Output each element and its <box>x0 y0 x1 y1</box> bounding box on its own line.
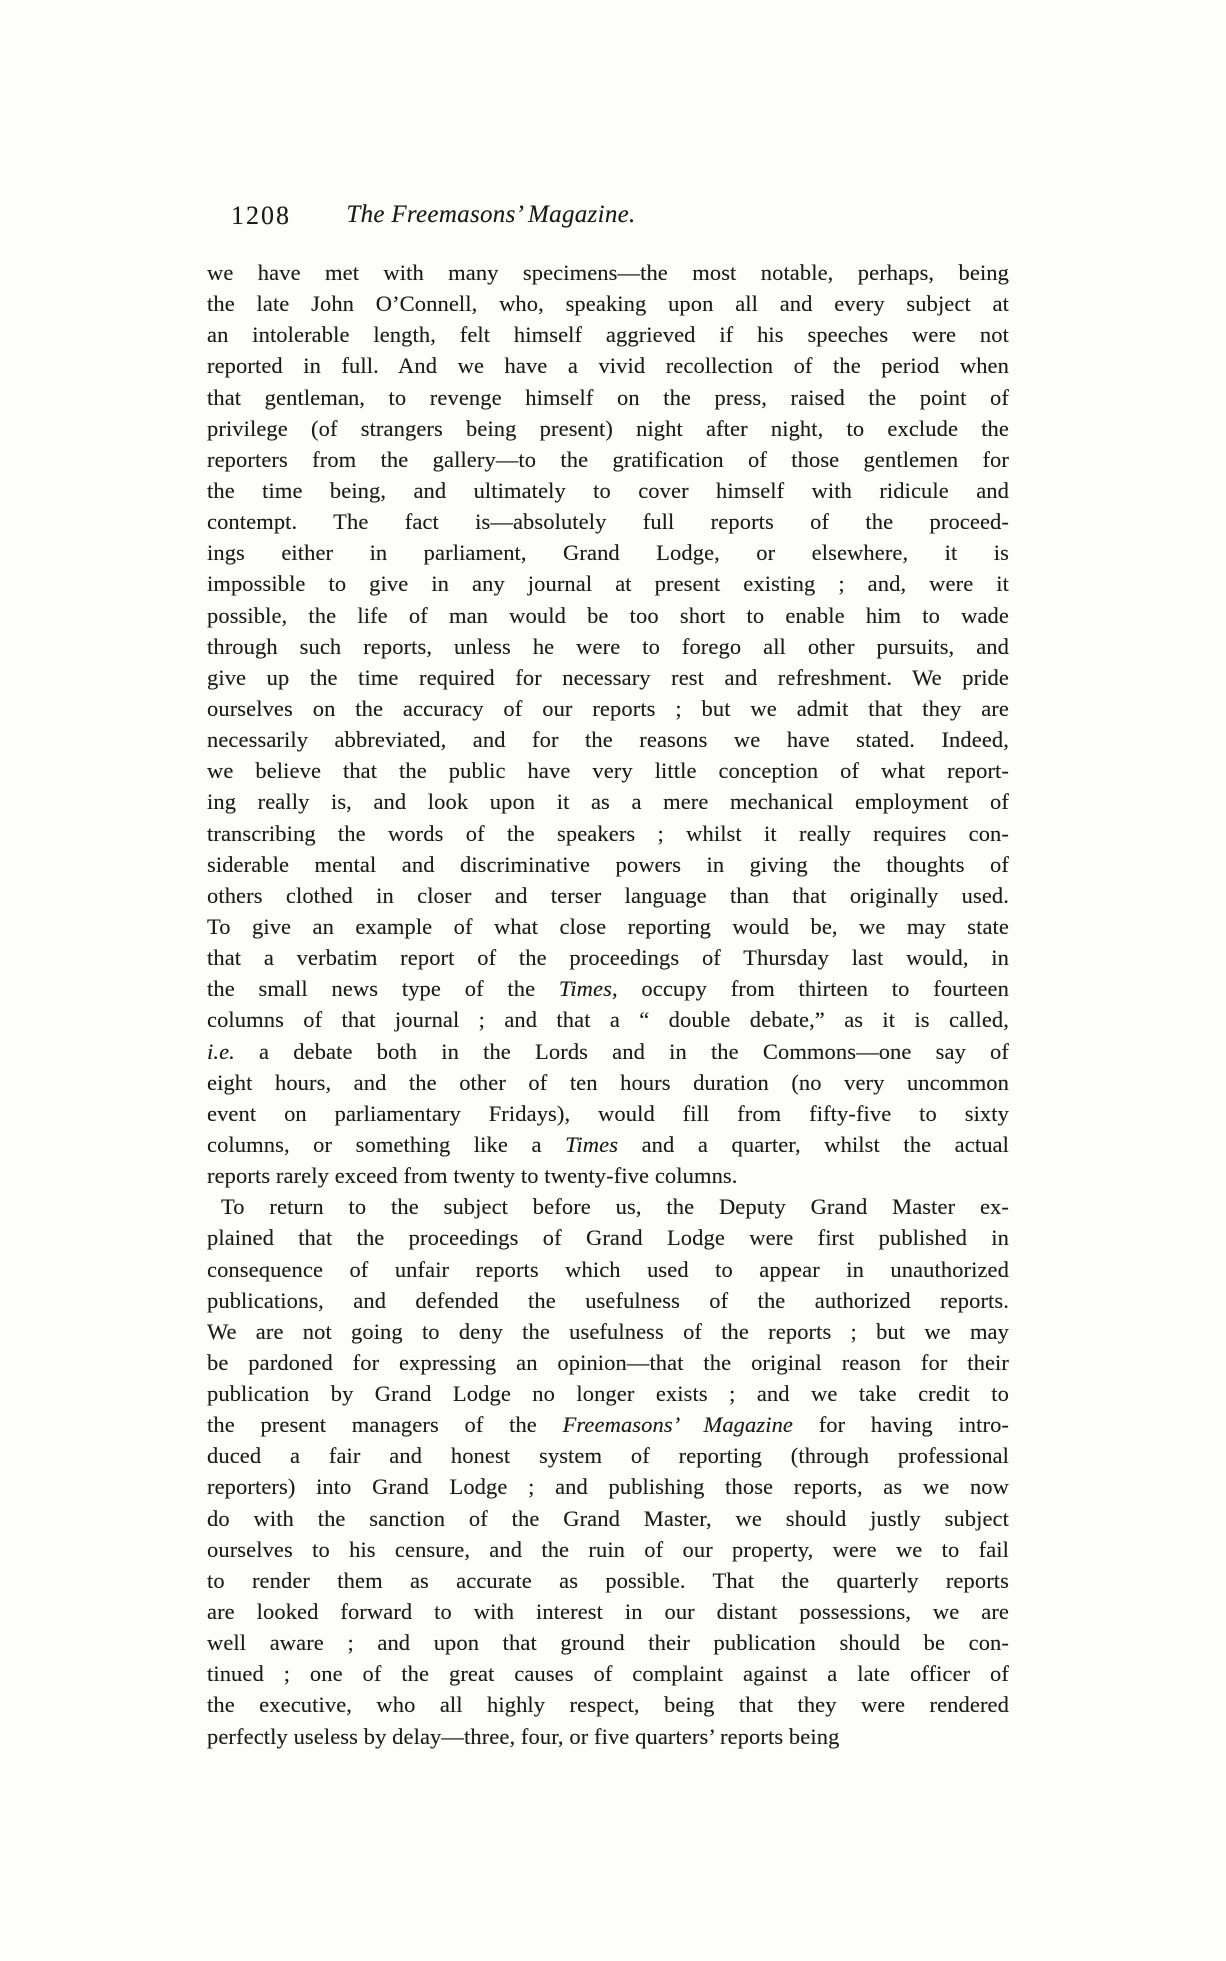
text-segment: the present managers of the <box>207 1412 563 1438</box>
text-segment: that a verbatim report of the proceedings of Thursday last would, in <box>207 945 1009 971</box>
text-segment: ing really is, and look upon it as a mere mechanical employment of <box>207 789 1009 815</box>
paragraph <box>207 1191 1009 1752</box>
text-segment: the executive, who all highly respect, being that they were rendered <box>207 1692 1009 1718</box>
text-line <box>207 1160 1009 1191</box>
text-line <box>207 724 1009 755</box>
text-line <box>207 1596 1009 1627</box>
text-line <box>207 1004 1009 1035</box>
text-segment: columns of that journal ; and that a “ double debate,” as it is called, <box>207 1007 1009 1033</box>
text-segment: perfectly useless by delay—three, four, or five quarters’ reports being <box>207 1723 840 1749</box>
text-line <box>207 475 1009 506</box>
text-segment: contempt. The fact is—absolutely full reports of the proceed- <box>207 509 1009 535</box>
text-segment: siderable mental and discriminative powers in giving the thoughts of <box>207 851 1009 877</box>
text-segment: that gentleman, to revenge himself on the press, raised the point of <box>207 384 1009 410</box>
text-segment: ourselves to his censure, and the ruin of our property, were we to fail <box>207 1536 1009 1562</box>
text-segment: for having intro- <box>793 1412 1009 1438</box>
text-segment: reporters) into Grand Lodge ; and publishing those reports, as we now <box>207 1474 1009 1500</box>
text-line <box>207 1036 1009 1067</box>
text-line <box>207 1129 1009 1160</box>
text-line <box>207 693 1009 724</box>
text-line <box>207 382 1009 413</box>
text-segment: consequence of unfair reports which used to appear in unauthorized <box>207 1256 1009 1282</box>
text-segment: privilege (of strangers being present) night after night, to exclude the <box>207 415 1009 441</box>
text-segment: Freemasons’ Magazine <box>562 1412 794 1438</box>
text-line <box>207 1347 1009 1378</box>
text-segment: tinued ; one of the great causes of complaint against a late officer of <box>207 1661 1009 1687</box>
text-segment: are looked forward to with interest in our distant possessions, we are <box>207 1599 1009 1625</box>
text-line <box>207 1254 1009 1285</box>
text-segment: We are not going to deny the usefulness of the reports ; but we may <box>207 1318 1009 1344</box>
text-segment: Times <box>558 976 612 1002</box>
text-segment: publications, and defended the usefulness of the authorized reports. <box>207 1287 1009 1313</box>
text-line <box>207 662 1009 693</box>
text-segment: necessarily abbreviated, and for the reasons we have stated. Indeed, <box>207 727 1009 753</box>
text-segment: be pardoned for expressing an opinion—that the original reason for their <box>207 1349 1009 1375</box>
text-line <box>207 911 1009 942</box>
text-segment: impossible to give in any journal at present existing ; and, were it <box>207 571 1009 597</box>
text-segment: give up the time required for necessary rest and refreshment. We pride <box>207 664 1009 690</box>
text-segment: event on parliamentary Fridays), would fill from fifty-five to sixty <box>207 1100 1009 1126</box>
text-line <box>207 413 1009 444</box>
text-segment: through such reports, unless he were to forego all other pursuits, and <box>207 633 1009 659</box>
text-segment: columns, or something like a <box>207 1131 566 1157</box>
text-segment: publication by Grand Lodge no longer exists ; and we take credit to <box>207 1381 1009 1407</box>
text-segment: the small news type of the <box>207 976 559 1002</box>
text-segment: well aware ; and upon that ground their publication should be con- <box>207 1630 1009 1656</box>
text-segment: reported in full. And we have a vivid recollection of the period when <box>207 353 1009 379</box>
text-line <box>207 1285 1009 1316</box>
text-line <box>207 786 1009 817</box>
text-line <box>207 1409 1009 1440</box>
text-line <box>207 973 1009 1004</box>
text-line <box>207 506 1009 537</box>
text-line <box>207 880 1009 911</box>
text-line <box>207 1627 1009 1658</box>
text-segment: reports rarely exceed from twenty to twenty-five columns. <box>207 1163 738 1189</box>
text-segment: and a quarter, whilst the actual <box>618 1131 1009 1157</box>
text-line <box>207 288 1009 319</box>
text-line <box>207 350 1009 381</box>
text-segment: duced a fair and honest system of reporting (through professional <box>207 1443 1009 1469</box>
text-segment: possible, the life of man would be too short to enable him to wade <box>207 602 1009 628</box>
text-segment: To give an example of what close reporting would be, we may state <box>207 913 1009 939</box>
text-segment: a debate both in the Lords and in the Commons—one say of <box>234 1038 1009 1064</box>
text-segment: transcribing the words of the speakers ; whilst it really requires con- <box>207 820 1009 846</box>
text-segment: do with the sanction of the Grand Master, we should justly subject <box>207 1505 1009 1531</box>
text-line <box>207 1503 1009 1534</box>
text-line <box>207 942 1009 973</box>
text-line <box>207 818 1009 849</box>
text-segment: i.e. <box>207 1038 235 1064</box>
text-line <box>207 755 1009 786</box>
text-segment: the time being, and ultimately to cover himself with ridicule and <box>207 477 1009 503</box>
paragraph <box>207 257 1009 1191</box>
text-line <box>207 1658 1009 1689</box>
text-line <box>207 1378 1009 1409</box>
text-line <box>207 257 1009 288</box>
page-header <box>0 201 1226 237</box>
page-number: 1208 <box>231 201 291 230</box>
text-line <box>207 1191 1009 1222</box>
text-segment: an intolerable length, felt himself aggrieved if his speeches were not <box>207 322 1009 348</box>
text-line <box>207 537 1009 568</box>
text-line <box>207 849 1009 880</box>
text-segment: we believe that the public have very little conception of what report- <box>207 758 1009 784</box>
text-segment: ourselves on the accuracy of our reports ; but we admit that they are <box>207 695 1009 721</box>
text-line <box>207 1440 1009 1471</box>
text-line <box>207 1565 1009 1596</box>
text-line <box>207 444 1009 475</box>
text-segment: , occupy from thirteen to fourteen <box>611 976 1009 1002</box>
text-line <box>207 1222 1009 1253</box>
text-line <box>207 1721 1009 1752</box>
text-line <box>207 1316 1009 1347</box>
page-text <box>207 257 1009 1752</box>
text-line <box>207 600 1009 631</box>
text-segment: we have met with many specimens—the most notable, perhaps, being <box>207 260 1009 285</box>
text-segment: to render them as accurate as possible. That the quarterly reports <box>207 1567 1009 1593</box>
text-line <box>207 1098 1009 1129</box>
text-segment: Times <box>565 1131 619 1157</box>
text-line <box>207 1471 1009 1502</box>
text-line <box>207 631 1009 662</box>
text-line <box>207 1689 1009 1720</box>
text-segment: ings either in parliament, Grand Lodge, or elsewhere, it is <box>207 540 1009 566</box>
text-segment: plained that the proceedings of Grand Lodge were first published in <box>207 1225 1009 1251</box>
text-line <box>207 319 1009 350</box>
text-line <box>207 1534 1009 1565</box>
text-segment: others clothed in closer and terser language than that originally used. <box>207 882 1009 908</box>
text-segment: reporters from the gallery—to the gratification of those gentlemen for <box>207 446 1009 472</box>
text-line <box>207 1067 1009 1098</box>
journal-title: The Freemasons’ Magazine. <box>346 201 636 228</box>
text-segment: To return to the subject before us, the Deputy Grand Master ex- <box>221 1194 1009 1220</box>
text-segment: eight hours, and the other of ten hours duration (no very uncommon <box>207 1069 1009 1095</box>
text-line <box>207 568 1009 599</box>
text-segment: the late John O’Connell, who, speaking upon all and every subject at <box>207 291 1009 317</box>
